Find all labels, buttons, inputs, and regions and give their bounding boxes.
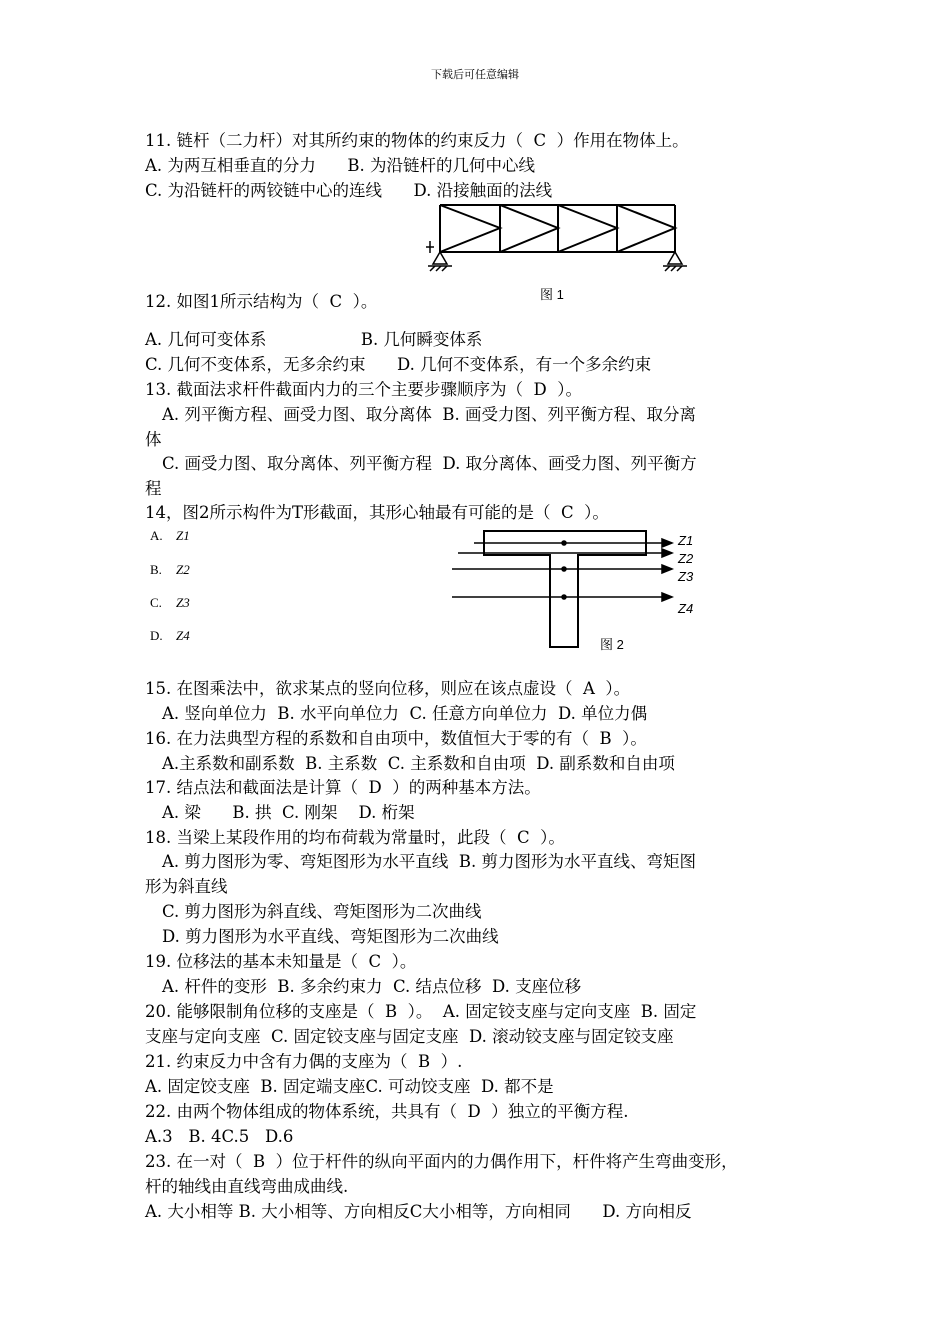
figure-2-caption: 图 2 xyxy=(600,637,624,652)
option-d-axis: Z4 xyxy=(176,628,190,643)
option-d-label: D. xyxy=(150,628,163,643)
text-line: 12. 如图1所示结构为（ C ）。 xyxy=(145,292,378,311)
text-line: 19. 位移法的基本未知量是（ C ）。 xyxy=(145,952,417,971)
axis-label-z2: Z2 xyxy=(678,551,694,566)
text-line: 支座与定向支座 C. 固定铰支座与固定支座 D. 滚动铰支座与固定铰支座 xyxy=(145,1027,674,1046)
text-line: C. 剪力图形为斜直线、弯矩图形为二次曲线 xyxy=(162,902,482,921)
axis-label-z4: Z4 xyxy=(678,601,694,616)
text-line: A. 竖向单位力 B. 水平向单位力 C. 任意方向单位力 D. 单位力偶 xyxy=(162,704,648,723)
text-line: 20. 能够限制角位移的支座是（ B ）。 A. 固定铰支座与定向支座 B. 固定 xyxy=(145,1002,697,1021)
text-line: 17. 结点法和截面法是计算（ D ）的两种基本方法。 xyxy=(145,778,541,797)
axis-label-z3: Z3 xyxy=(678,569,694,584)
text-line: C. 为沿链杆的两铰链中心的连线 D. 沿接触面的法线 xyxy=(145,181,553,200)
option-c-label: C. xyxy=(150,595,162,610)
text-line: A. 几何可变体系 B. 几何瞬变体系 xyxy=(145,330,483,349)
figure-1-caption: 图 1 xyxy=(540,287,564,302)
text-line: A. 列平衡方程、画受力图、取分离体 B. 画受力图、列平衡方程、取分离 xyxy=(162,405,697,424)
text-line: A.3 B. 4C.5 D.6 xyxy=(145,1127,294,1146)
text-line: A. 为两互相垂直的分力 B. 为沿链杆的几何中心线 xyxy=(145,156,535,175)
text-line: 14，图2所示构件为T形截面，其形心轴最有可能的是（ C ）。 xyxy=(145,503,609,522)
text-line: C. 画受力图、取分离体、列平衡方程 D. 取分离体、画受力图、列平衡方 xyxy=(162,454,697,473)
option-b-axis: Z2 xyxy=(176,562,190,577)
page-header: 下载后可任意编辑 xyxy=(431,68,519,81)
figure-2-t-section xyxy=(450,525,710,655)
text-line: D. 剪力图形为水平直线、弯矩图形为二次曲线 xyxy=(162,927,499,946)
text-line: A. 剪力图形为零、弯矩图形为水平直线 B. 剪力图形为水平直线、弯矩图 xyxy=(162,852,697,871)
text-line: A. 杆件的变形 B. 多余约束力 C. 结点位移 D. 支座位移 xyxy=(162,977,582,996)
text-line: 形为斜直线 xyxy=(145,877,228,896)
text-line: 15. 在图乘法中，欲求某点的竖向位移，则应在该点虚设（ A ）。 xyxy=(145,679,631,698)
text-line: 22. 由两个物体组成的物体系统，共具有（ D ）独立的平衡方程. xyxy=(145,1102,629,1121)
text-line: A. 大小相等 B. 大小相等、方向相反C大小相等，方向相同 D. 方向相反 xyxy=(145,1202,692,1221)
option-a-label: A. xyxy=(150,528,163,543)
text-line: 18. 当梁上某段作用的均布荷载为常量时，此段（ C ）。 xyxy=(145,828,565,847)
text-line: 体 xyxy=(145,430,162,449)
option-b-label: B. xyxy=(150,562,162,577)
option-c-axis: Z3 xyxy=(176,595,190,610)
text-line: 11. 链杆（二力杆）对其所约束的物体的约束反力（ C ）作用在物体上。 xyxy=(145,131,689,150)
text-line: 程 xyxy=(145,479,162,498)
axis-label-z1: Z1 xyxy=(678,533,694,548)
text-line: 21. 约束反力中含有力偶的支座为（ B ）. xyxy=(145,1052,463,1071)
text-line: A. 梁 B. 拱 C. 刚架 D. 桁架 xyxy=(162,803,415,822)
text-line: 13. 截面法求杆件截面内力的三个主要步骤顺序为（ D ）。 xyxy=(145,380,582,399)
text-line: 16. 在力法典型方程的系数和自由项中，数值恒大于零的有（ B ）。 xyxy=(145,729,647,748)
text-line: 23. 在一对（ B ）位于杆件的纵向平面内的力偶作用下，杆件将产生弯曲变形， xyxy=(145,1152,738,1171)
figure-1-truss xyxy=(420,195,690,305)
option-a-axis: Z1 xyxy=(176,528,190,543)
text-line: 杆的轴线由直线弯曲成曲线. xyxy=(145,1177,349,1196)
text-line: A. 固定饺支座 B. 固定端支座C. 可动饺支座 D. 都不是 xyxy=(145,1077,554,1096)
text-line: A.主系数和副系数 B. 主系数 C. 主系数和自由项 D. 副系数和自由项 xyxy=(162,754,675,773)
text-line: C. 几何不变体系，无多余约束 D. 几何不变体系，有一个多余约束 xyxy=(145,355,652,374)
